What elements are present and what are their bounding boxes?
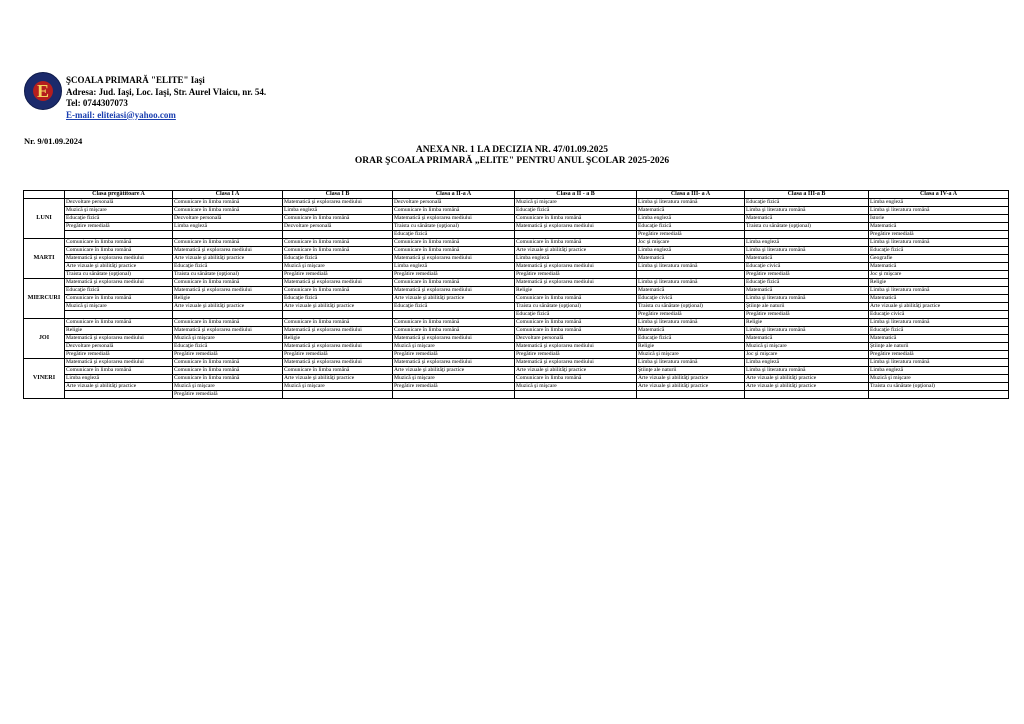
table-cell: Arte vizuale şi abilităţi practice bbox=[393, 367, 515, 375]
table-cell: Pregătire remedială bbox=[745, 271, 869, 279]
table-cell: Comunicare în limba română bbox=[65, 247, 173, 255]
table-cell: Muzică şi mişcare bbox=[283, 383, 393, 391]
timetable bbox=[23, 190, 1009, 399]
table-cell: Joc şi mişcare bbox=[637, 239, 745, 247]
table-cell: Matematică şi explorarea mediului bbox=[393, 359, 515, 367]
table-cell: Comunicare în limba română bbox=[515, 215, 637, 223]
table-cell: Matematică şi explorarea mediului bbox=[393, 255, 515, 263]
table-cell: Limba engleză bbox=[869, 199, 1009, 207]
school-name: ŞCOALA PRIMARĂ "ELITE" Iaşi bbox=[66, 75, 205, 85]
table-cell: Comunicare în limba română bbox=[393, 279, 515, 287]
table-cell: Matematică bbox=[637, 327, 745, 335]
table-cell: Muzică şi mişcare bbox=[515, 383, 637, 391]
table-cell: Educaţie fizică bbox=[515, 207, 637, 215]
table-cell bbox=[173, 311, 283, 319]
table-cell: Limba şi literatura română bbox=[745, 207, 869, 215]
table-cell: Limba engleză bbox=[637, 215, 745, 223]
table-cell bbox=[637, 271, 745, 279]
column-header: Clasa a II - a B bbox=[515, 191, 637, 199]
table-cell: Educaţie fizică bbox=[869, 327, 1009, 335]
table-cell: Matematică şi explorarea mediului bbox=[393, 287, 515, 295]
table-cell: Comunicare în limba română bbox=[393, 207, 515, 215]
table-row bbox=[24, 263, 1009, 271]
table-cell bbox=[745, 391, 869, 399]
table-cell: Limba engleză bbox=[515, 255, 637, 263]
table-cell: Matematică bbox=[869, 263, 1009, 271]
column-header: Clasa a III-a B bbox=[745, 191, 869, 199]
school-logo-letter: E bbox=[36, 81, 49, 101]
table-row bbox=[24, 199, 1009, 207]
table-cell: Comunicare în limba română bbox=[515, 375, 637, 383]
table-cell: Pregătire remedială bbox=[393, 271, 515, 279]
table-cell: Matematică şi explorarea mediului bbox=[283, 343, 393, 351]
table-cell: Comunicare în limba română bbox=[173, 367, 283, 375]
day-label: MARTI bbox=[24, 239, 65, 279]
table-cell: Religie bbox=[869, 279, 1009, 287]
table-cell: Comunicare în limba română bbox=[173, 375, 283, 383]
table-cell bbox=[515, 231, 637, 239]
table-cell: Pregătire remedială bbox=[173, 351, 283, 359]
table-cell: Pregătire remedială bbox=[65, 223, 173, 231]
table-cell bbox=[393, 391, 515, 399]
table-cell: Muzică şi mişcare bbox=[393, 375, 515, 383]
column-header: Clasa pregătitoare A bbox=[65, 191, 173, 199]
table-cell: Limba şi literatura română bbox=[745, 295, 869, 303]
table-cell: Muzică şi mişcare bbox=[869, 375, 1009, 383]
table-cell: Arte vizuale şi abilităţi practice bbox=[515, 247, 637, 255]
table-cell: Educaţie fizică bbox=[637, 223, 745, 231]
table-row bbox=[24, 391, 1009, 399]
annex-title: ANEXA NR. 1 LA DECIZIA NR. 47/01.09.2025 bbox=[415, 145, 609, 155]
table-cell: Comunicare în limba română bbox=[283, 239, 393, 247]
table-cell: Comunicare în limba română bbox=[515, 295, 637, 303]
table-cell: Dezvoltare personală bbox=[65, 343, 173, 351]
table-cell: Educaţie fizică bbox=[283, 295, 393, 303]
table-cell: Limba şi literatura română bbox=[869, 359, 1009, 367]
table-cell: Comunicare în limba română bbox=[65, 319, 173, 327]
table-row bbox=[24, 335, 1009, 343]
table-cell: Limba şi literatura română bbox=[869, 239, 1009, 247]
day-label: JOI bbox=[24, 319, 65, 359]
school-address: Adresa: Jud. Iaşi, Loc. Iaşi, Str. Aurel Vlaicu, nr. 54. bbox=[66, 86, 267, 97]
table-cell: Muzică şi mişcare bbox=[173, 335, 283, 343]
table-cell bbox=[745, 231, 869, 239]
table-cell: Matematică şi explorarea mediului bbox=[515, 263, 637, 271]
table-cell: Traista cu sănătate (opţional) bbox=[393, 223, 515, 231]
table-row bbox=[24, 319, 1009, 327]
table-cell: Pregătire remedială bbox=[745, 311, 869, 319]
table-cell: Muzică şi mişcare bbox=[637, 351, 745, 359]
table-cell bbox=[173, 231, 283, 239]
table-row bbox=[24, 343, 1009, 351]
table-cell: Traista cu sănătate (opţional) bbox=[869, 383, 1009, 391]
table-cell: Matematică şi explorarea mediului bbox=[283, 279, 393, 287]
table-cell: Comunicare în limba română bbox=[173, 279, 283, 287]
table-cell: Matematică şi explorarea mediului bbox=[393, 215, 515, 223]
table-cell: Limba engleză bbox=[283, 207, 393, 215]
table-cell: Educaţie fizică bbox=[745, 199, 869, 207]
table-cell: Pregătire remedială bbox=[393, 383, 515, 391]
column-header bbox=[24, 191, 65, 199]
table-cell: Muzică şi mişcare bbox=[393, 343, 515, 351]
table-cell: Arte vizuale şi abilităţi practice bbox=[745, 375, 869, 383]
table-cell: Matematică bbox=[869, 295, 1009, 303]
table-cell: Matematică bbox=[745, 335, 869, 343]
table-cell: Pregătire remedială bbox=[173, 391, 283, 399]
table-cell: Educaţie fizică bbox=[173, 263, 283, 271]
table-row bbox=[24, 207, 1009, 215]
school-email-link[interactable]: E-mail: eliteiasi@yahoo.com bbox=[66, 109, 176, 120]
table-cell: Comunicare în limba română bbox=[65, 295, 173, 303]
table-cell: Matematică şi explorarea mediului bbox=[173, 287, 283, 295]
day-label: LUNI bbox=[24, 199, 65, 239]
table-cell: Matematică bbox=[637, 287, 745, 295]
table-cell: Arte vizuale şi abilităţi practice bbox=[745, 383, 869, 391]
table-cell: Comunicare în limba română bbox=[283, 319, 393, 327]
table-cell: Comunicare în limba română bbox=[173, 199, 283, 207]
table-cell: Comunicare în limba română bbox=[283, 287, 393, 295]
table-cell: Matematică şi explorarea mediului bbox=[515, 359, 637, 367]
document-reference: Nr. 9/01.09.2024 bbox=[24, 136, 83, 146]
table-row bbox=[24, 367, 1009, 375]
table-cell: Matematică şi explorarea mediului bbox=[65, 335, 173, 343]
table-cell: Limba şi literatura română bbox=[637, 279, 745, 287]
school-phone: Tel: 0744307073 bbox=[66, 98, 128, 108]
table-row bbox=[24, 239, 1009, 247]
table-cell: Educaţie fizică bbox=[869, 247, 1009, 255]
table-cell: Arte vizuale şi abilităţi practice bbox=[637, 375, 745, 383]
table-cell: Arte vizuale şi abilităţi practice bbox=[65, 263, 173, 271]
table-cell: Matematică şi explorarea mediului bbox=[173, 247, 283, 255]
column-header: Clasa a III- a A bbox=[637, 191, 745, 199]
table-cell: Comunicare în limba română bbox=[283, 215, 393, 223]
table-row bbox=[24, 255, 1009, 263]
table-cell bbox=[393, 311, 515, 319]
table-cell: Arte vizuale şi abilităţi practice bbox=[173, 303, 283, 311]
table-cell: Arte vizuale şi abilităţi practice bbox=[637, 383, 745, 391]
table-cell: Comunicare în limba română bbox=[283, 247, 393, 255]
table-cell: Educaţie fizică bbox=[173, 343, 283, 351]
table-row bbox=[24, 279, 1009, 287]
table-cell: Limba şi literatura română bbox=[869, 319, 1009, 327]
school-logo bbox=[24, 72, 62, 110]
timetable-title: ORAR ŞCOALA PRIMARĂ „ELITE" PENTRU ANUL ŞCOLAR 2025-2026 bbox=[354, 156, 670, 166]
table-cell bbox=[283, 231, 393, 239]
table-cell: Traista cu sănătate (opţional) bbox=[173, 271, 283, 279]
table-cell: Religie bbox=[283, 335, 393, 343]
table-cell: Educaţie fizică bbox=[65, 215, 173, 223]
table-cell: Limba şi literatura română bbox=[869, 207, 1009, 215]
table-cell bbox=[283, 311, 393, 319]
table-cell: Matematică bbox=[637, 207, 745, 215]
table-row bbox=[24, 375, 1009, 383]
table-cell: Limba şi literatura română bbox=[637, 319, 745, 327]
table-row bbox=[24, 359, 1009, 367]
table-cell bbox=[515, 391, 637, 399]
table-cell: Pregătire remedială bbox=[869, 231, 1009, 239]
table-cell: Educaţie fizică bbox=[393, 303, 515, 311]
table-row bbox=[24, 351, 1009, 359]
table-cell: Comunicare în limba română bbox=[283, 367, 393, 375]
table-row bbox=[24, 231, 1009, 239]
table-row bbox=[24, 327, 1009, 335]
table-cell: Educaţie fizică bbox=[283, 255, 393, 263]
column-header: Clasa I A bbox=[173, 191, 283, 199]
table-cell: Matematică şi explorarea mediului bbox=[65, 359, 173, 367]
table-cell: Limba şi literatura română bbox=[637, 263, 745, 271]
table-cell: Limba engleză bbox=[745, 359, 869, 367]
table-cell: Comunicare în limba română bbox=[515, 319, 637, 327]
table-cell bbox=[283, 391, 393, 399]
table-cell: Geografie bbox=[869, 255, 1009, 263]
table-cell: Limba şi literatura română bbox=[869, 287, 1009, 295]
table-cell: Traista cu sănătate (opţional) bbox=[637, 303, 745, 311]
table-cell: Educaţie fizică bbox=[393, 231, 515, 239]
table-cell: Comunicare în limba română bbox=[65, 239, 173, 247]
table-cell: Educaţie fizică bbox=[65, 287, 173, 295]
table-cell bbox=[65, 391, 173, 399]
table-row bbox=[24, 271, 1009, 279]
column-header: Clasa a II-a A bbox=[393, 191, 515, 199]
table-cell: Ştiinţe ale naturii bbox=[869, 343, 1009, 351]
table-cell: Dezvoltare personală bbox=[173, 215, 283, 223]
table-cell: Matematică şi explorarea mediului bbox=[393, 335, 515, 343]
school-info bbox=[66, 75, 266, 121]
table-cell: Limba engleză bbox=[637, 247, 745, 255]
table-cell: Religie bbox=[173, 295, 283, 303]
timetable-header-row bbox=[24, 191, 1009, 199]
table-cell: Matematică bbox=[745, 215, 869, 223]
table-cell: Joc şi mişcare bbox=[745, 351, 869, 359]
table-cell: Matematică şi explorarea mediului bbox=[515, 223, 637, 231]
table-row bbox=[24, 215, 1009, 223]
table-cell: Matematică bbox=[869, 223, 1009, 231]
table-cell: Limba engleză bbox=[65, 375, 173, 383]
table-cell: Muzică şi mişcare bbox=[283, 263, 393, 271]
table-cell bbox=[65, 231, 173, 239]
table-cell: Muzică şi mişcare bbox=[65, 207, 173, 215]
table-cell: Comunicare în limba română bbox=[173, 207, 283, 215]
table-cell: Pregătire remedială bbox=[637, 231, 745, 239]
table-cell: Comunicare în limba română bbox=[393, 319, 515, 327]
table-cell: Comunicare în limba română bbox=[515, 327, 637, 335]
table-cell: Religie bbox=[745, 319, 869, 327]
table-cell: Traista cu sănătate (opţional) bbox=[65, 271, 173, 279]
table-cell: Matematică bbox=[745, 287, 869, 295]
table-cell: Pregătire remedială bbox=[283, 351, 393, 359]
table-cell: Limba engleză bbox=[393, 263, 515, 271]
table-cell: Muzică şi mişcare bbox=[745, 343, 869, 351]
table-cell: Joc şi mişcare bbox=[869, 271, 1009, 279]
table-cell: Educaţie civică bbox=[745, 263, 869, 271]
table-cell: Pregătire remedială bbox=[515, 351, 637, 359]
table-cell: Comunicare în limba română bbox=[393, 247, 515, 255]
table-cell: Limba engleză bbox=[869, 367, 1009, 375]
table-cell: Arte vizuale şi abilităţi practice bbox=[283, 303, 393, 311]
table-cell: Matematică şi explorarea mediului bbox=[65, 279, 173, 287]
table-row bbox=[24, 223, 1009, 231]
table-cell: Pregătire remedială bbox=[393, 351, 515, 359]
table-cell: Matematică şi explorarea mediului bbox=[515, 279, 637, 287]
table-cell: Limba şi literatura română bbox=[745, 327, 869, 335]
table-cell: Muzică şi mişcare bbox=[173, 383, 283, 391]
table-cell: Matematică bbox=[869, 335, 1009, 343]
table-cell: Limba şi literatura română bbox=[637, 359, 745, 367]
table-cell: Educaţie civică bbox=[637, 295, 745, 303]
table-cell: Comunicare în limba română bbox=[65, 367, 173, 375]
table-cell: Limba engleză bbox=[173, 223, 283, 231]
table-cell: Dezvoltare personală bbox=[283, 223, 393, 231]
day-label: MIERCURI bbox=[24, 279, 65, 319]
table-cell: Comunicare în limba română bbox=[393, 239, 515, 247]
table-cell bbox=[65, 311, 173, 319]
table-cell: Arte vizuale şi abilităţi practice bbox=[65, 383, 173, 391]
table-row bbox=[24, 287, 1009, 295]
table-cell: Pregătire remedială bbox=[637, 311, 745, 319]
table-cell: Matematică şi explorarea mediului bbox=[283, 327, 393, 335]
table-cell: Matematică şi explorarea mediului bbox=[283, 199, 393, 207]
table-cell: Dezvoltare personală bbox=[515, 335, 637, 343]
table-cell: Istorie bbox=[869, 215, 1009, 223]
table-cell: Matematică şi explorarea mediului bbox=[515, 343, 637, 351]
table-cell: Matematică şi explorarea mediului bbox=[65, 255, 173, 263]
table-cell: Educaţie fizică bbox=[745, 279, 869, 287]
table-cell: Traista cu sănătate (opţional) bbox=[515, 303, 637, 311]
table-cell: Matematică şi explorarea mediului bbox=[283, 359, 393, 367]
column-header: Clasa a IV-a A bbox=[869, 191, 1009, 199]
table-cell: Educaţie fizică bbox=[515, 311, 637, 319]
table-cell: Educaţie fizică bbox=[637, 335, 745, 343]
table-cell: Arte vizuale şi abilităţi practice bbox=[515, 367, 637, 375]
table-cell: Religie bbox=[515, 287, 637, 295]
table-cell: Dezvoltare personală bbox=[393, 199, 515, 207]
table-cell: Comunicare în limba română bbox=[173, 239, 283, 247]
table-cell: Limba şi literatura română bbox=[637, 199, 745, 207]
table-cell: Pregătire remedială bbox=[515, 271, 637, 279]
document-titles bbox=[0, 145, 1024, 167]
table-cell: Comunicare în limba română bbox=[393, 327, 515, 335]
table-cell: Arte vizuale şi abilităţi practice bbox=[869, 303, 1009, 311]
column-header: Clasa I B bbox=[283, 191, 393, 199]
table-cell: Educaţie civică bbox=[869, 311, 1009, 319]
table-cell: Arte vizuale şi abilităţi practice bbox=[283, 375, 393, 383]
table-row bbox=[24, 247, 1009, 255]
table-cell: Pregătire remedială bbox=[283, 271, 393, 279]
table-cell: Comunicare în limba română bbox=[173, 359, 283, 367]
table-cell: Ştiinţe ale naturii bbox=[745, 303, 869, 311]
table-cell: Traista cu sănătate (opţional) bbox=[745, 223, 869, 231]
table-cell bbox=[869, 391, 1009, 399]
table-cell: Muzică şi mişcare bbox=[515, 199, 637, 207]
timetable-body bbox=[24, 199, 1009, 399]
table-cell: Arte vizuale şi abilităţi practice bbox=[393, 295, 515, 303]
table-cell: Matematică bbox=[637, 255, 745, 263]
table-cell: Matematică şi explorarea mediului bbox=[173, 327, 283, 335]
table-row bbox=[24, 311, 1009, 319]
table-cell: Ştiinţe ale naturii bbox=[637, 367, 745, 375]
table-cell: Limba şi literatura română bbox=[745, 247, 869, 255]
table-cell: Matematică bbox=[745, 255, 869, 263]
table-cell: Comunicare în limba română bbox=[515, 239, 637, 247]
table-cell: Pregătire remedială bbox=[869, 351, 1009, 359]
table-row bbox=[24, 295, 1009, 303]
table-cell: Pregătire remedială bbox=[65, 351, 173, 359]
table-cell: Comunicare în limba română bbox=[173, 319, 283, 327]
table-cell: Dezvoltare personală bbox=[65, 199, 173, 207]
table-row bbox=[24, 303, 1009, 311]
table-row bbox=[24, 383, 1009, 391]
table-cell: Religie bbox=[65, 327, 173, 335]
table-cell: Arte vizuale şi abilităţi practice bbox=[173, 255, 283, 263]
table-cell: Limba engleză bbox=[745, 239, 869, 247]
table-cell bbox=[637, 391, 745, 399]
day-label: VINERI bbox=[24, 359, 65, 399]
table-cell: Muzică şi mişcare bbox=[65, 303, 173, 311]
table-cell: Religie bbox=[637, 343, 745, 351]
table-cell: Limba şi literatura română bbox=[745, 367, 869, 375]
